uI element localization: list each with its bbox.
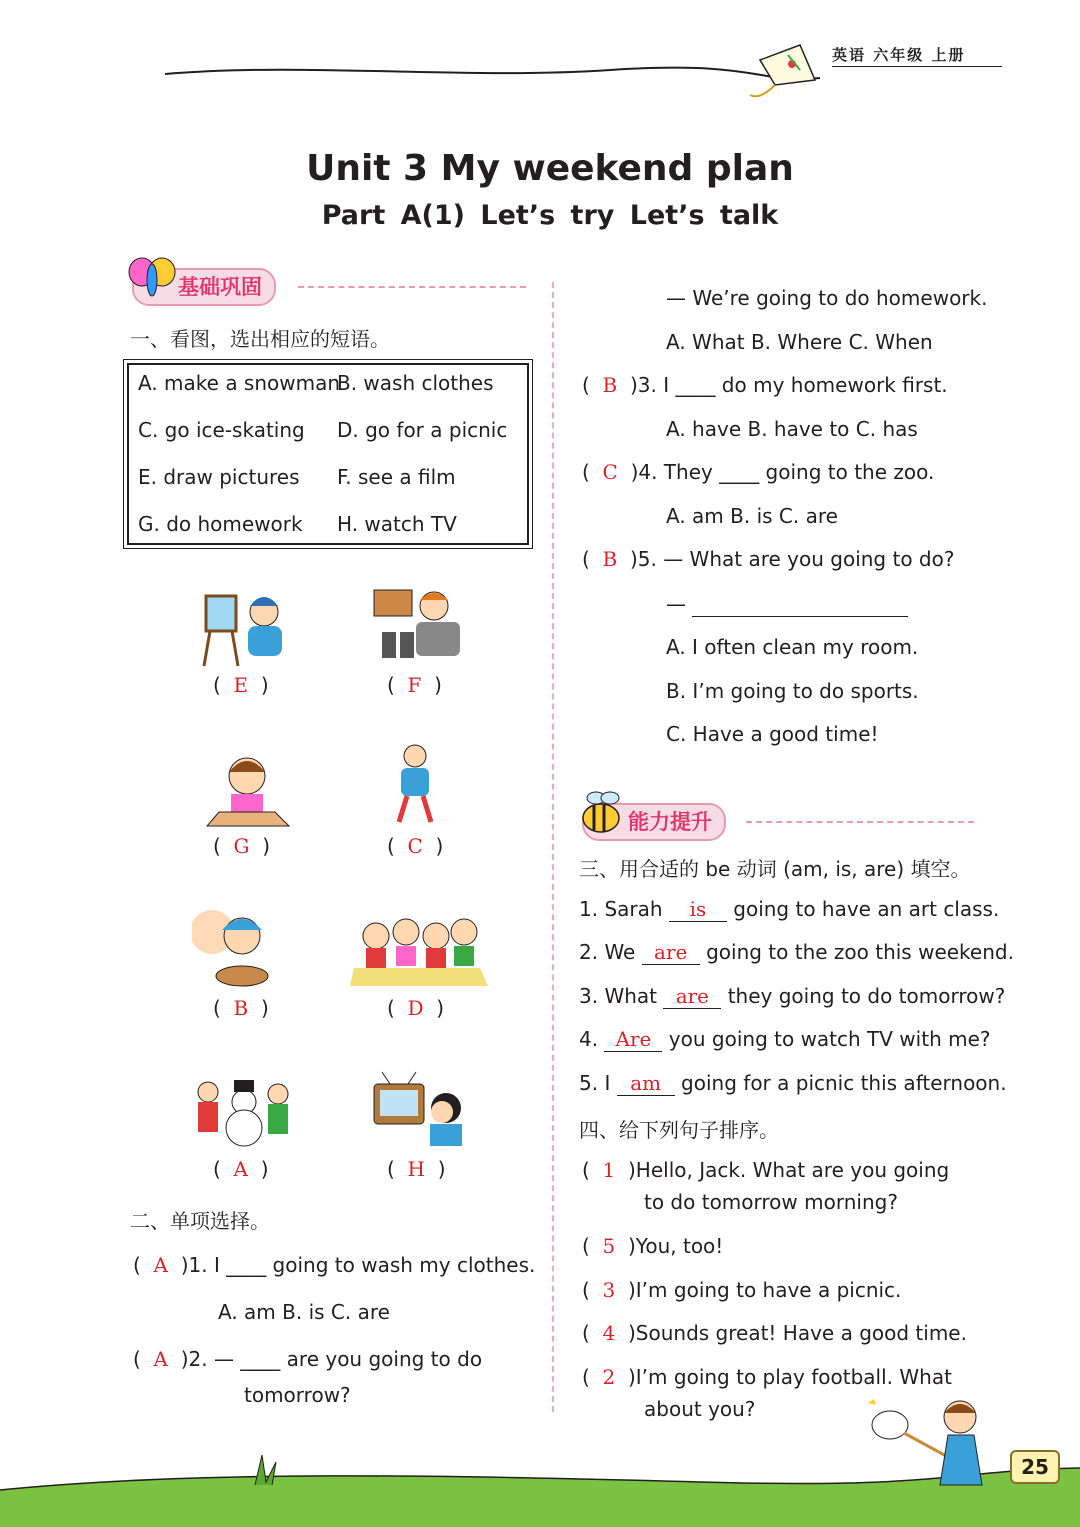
fill-pre: 3. What bbox=[579, 984, 664, 1008]
picnic-picture bbox=[350, 908, 490, 988]
mc-question-1: ( A )1. I ____ going to wash my clothes. bbox=[133, 1253, 536, 1277]
section-tag-ability-label: 能力提升 bbox=[628, 810, 712, 834]
part2-heading: 二、单项选择。 bbox=[130, 1209, 270, 1233]
fill-post: going to have an art class. bbox=[726, 897, 1000, 921]
mc-answer: C bbox=[602, 460, 618, 484]
section-tag-basic-label: 基础巩固 bbox=[178, 275, 262, 299]
phrase-option: F. see a film bbox=[337, 465, 456, 489]
mc-options: A. am B. is C. are bbox=[218, 1300, 390, 1324]
order-text: )Sounds great! Have a good time. bbox=[627, 1321, 967, 1345]
fill-item bbox=[579, 1071, 1007, 1096]
header-subject: 英语 六年级 上册 bbox=[832, 46, 966, 64]
order-item: ( 5 )You, too! bbox=[582, 1234, 724, 1258]
order-item: ( 4 )Sounds great! Have a good time. bbox=[582, 1321, 967, 1345]
mc-answer: B bbox=[602, 547, 618, 571]
header-rule bbox=[832, 66, 1002, 67]
picture-answer-paren: ( F ) bbox=[387, 673, 442, 697]
fill-answer: are bbox=[663, 984, 721, 1009]
page-subtitle: Part A(1) Let’s try Let’s talk bbox=[321, 200, 779, 231]
ice-skating-picture bbox=[385, 742, 445, 830]
picture-answer-paren: ( H ) bbox=[387, 1157, 446, 1181]
part4-heading: 四、给下列句子排序。 bbox=[579, 1118, 779, 1142]
mc-question-text: )2. — ____ are you going to do bbox=[180, 1347, 483, 1371]
mc-question-text-cont: tomorrow? bbox=[244, 1383, 351, 1407]
wash-clothes-picture bbox=[192, 902, 284, 990]
fill-item bbox=[579, 984, 1005, 1009]
fill-pre: 2. We bbox=[579, 940, 642, 964]
mc-question-text: )1. I ____ going to wash my clothes. bbox=[180, 1253, 536, 1277]
picture-answer-paren: ( B ) bbox=[213, 996, 269, 1020]
order-answer: 2 bbox=[602, 1365, 616, 1389]
picture-answer: B bbox=[233, 996, 249, 1020]
fill-answer: are bbox=[642, 940, 700, 965]
order-answer: 1 bbox=[602, 1158, 616, 1182]
order-text: )I’m going to have a picnic. bbox=[627, 1278, 902, 1302]
section-dash-ability bbox=[746, 821, 974, 823]
mc-options: A. have B. have to C. has bbox=[666, 417, 918, 441]
answer-blank bbox=[692, 592, 908, 617]
order-item: ( 2 )I’m going to play football. What bbox=[582, 1365, 952, 1389]
order-text: )Hello, Jack. What are you going bbox=[627, 1158, 950, 1182]
mc-dash: — bbox=[666, 592, 686, 616]
fill-pre: 5. I bbox=[579, 1071, 617, 1095]
kite-icon bbox=[750, 45, 815, 96]
mc-question-text: )4. They ____ going to the zoo. bbox=[630, 460, 935, 484]
picture-answer-paren: ( G ) bbox=[213, 834, 271, 858]
fill-post: going to the zoo this weekend. bbox=[699, 940, 1014, 964]
fill-item bbox=[579, 1027, 991, 1052]
picture-answer: C bbox=[407, 834, 423, 858]
part1-heading: 一、看图，选出相应的短语。 bbox=[130, 327, 390, 351]
phrase-option: A. make a snowman bbox=[138, 371, 341, 395]
fill-pre: 4. bbox=[579, 1027, 605, 1051]
mc-answer: A bbox=[153, 1253, 168, 1277]
picture-answer: H bbox=[407, 1157, 425, 1181]
order-answer: 4 bbox=[602, 1321, 616, 1345]
page-title: Unit 3 My weekend plan bbox=[306, 148, 794, 189]
mc-answer: B bbox=[602, 373, 618, 397]
fill-answer: Are bbox=[604, 1027, 662, 1052]
order-text: )You, too! bbox=[627, 1234, 724, 1258]
bee-icon bbox=[576, 788, 626, 840]
picture-answer-paren: ( A ) bbox=[213, 1157, 269, 1181]
picture-answer-paren: ( E ) bbox=[213, 673, 269, 697]
mc-question-text: )3. I ____ do my homework first. bbox=[629, 373, 948, 397]
fill-item bbox=[579, 897, 999, 922]
mc-options: A. What B. Where C. When bbox=[666, 330, 933, 354]
picture-answer: D bbox=[407, 996, 424, 1020]
picture-answer-paren: ( C ) bbox=[387, 834, 444, 858]
picture-answer: A bbox=[233, 1157, 248, 1181]
part3-heading: 三、用合适的 be 动词 (am, is, are) 填空。 bbox=[579, 857, 971, 881]
homework-picture bbox=[205, 750, 291, 830]
snowman-picture bbox=[192, 1068, 296, 1148]
mc-dash-line bbox=[666, 592, 908, 617]
order-answer: 3 bbox=[602, 1278, 616, 1302]
mc-option-b: B. I’m going to do sports. bbox=[666, 679, 919, 703]
fill-post: you going to watch TV with me? bbox=[662, 1027, 991, 1051]
fill-answer: is bbox=[669, 897, 727, 922]
mc-question-4: ( C )4. They ____ going to the zoo. bbox=[582, 460, 935, 484]
picture-answer: F bbox=[407, 673, 422, 697]
girl-with-net-icon bbox=[860, 1395, 1010, 1500]
fill-post: they going to do tomorrow? bbox=[721, 984, 1006, 1008]
mc-answer: A bbox=[153, 1347, 168, 1371]
mc-question-2: ( A )2. — ____ are you going to do bbox=[133, 1347, 483, 1371]
order-answer: 5 bbox=[602, 1234, 616, 1258]
phrase-option: H. watch TV bbox=[337, 512, 457, 536]
picture-answer-paren: ( D ) bbox=[387, 996, 445, 1020]
phrase-option: B. wash clothes bbox=[337, 371, 494, 395]
phrase-option: D. go for a picnic bbox=[337, 418, 508, 442]
fill-post: going for a picnic this afternoon. bbox=[674, 1071, 1007, 1095]
section-dash-basic bbox=[298, 286, 526, 288]
watch-tv-picture bbox=[370, 1070, 466, 1150]
mc-options: A. am B. is C. are bbox=[666, 504, 838, 528]
phrase-option: E. draw pictures bbox=[138, 465, 300, 489]
mc-option-c: C. Have a good time! bbox=[666, 722, 879, 746]
mc-option-a: A. I often clean my room. bbox=[666, 635, 919, 659]
order-text-cont: about you? bbox=[644, 1397, 756, 1421]
cinema-picture bbox=[372, 586, 468, 668]
drawing-picture bbox=[198, 588, 288, 668]
picture-answer: G bbox=[233, 834, 250, 858]
fill-item bbox=[579, 940, 1014, 965]
order-text-cont: to do tomorrow morning? bbox=[644, 1190, 898, 1214]
mc-question-3: ( B )3. I ____ do my homework first. bbox=[582, 373, 948, 397]
page-number: 25 bbox=[1010, 1450, 1060, 1484]
butterfly-icon bbox=[126, 250, 178, 306]
mc-reply: — We’re going to do homework. bbox=[666, 286, 988, 310]
picture-answer: E bbox=[233, 673, 249, 697]
order-text: )I’m going to play football. What bbox=[627, 1365, 952, 1389]
mc-question-text: )5. — What are you going to do? bbox=[629, 547, 955, 571]
fill-pre: 1. Sarah bbox=[579, 897, 669, 921]
column-divider bbox=[552, 282, 554, 1412]
phrase-option: C. go ice-skating bbox=[138, 418, 305, 442]
order-item: ( 1 )Hello, Jack. What are you going bbox=[582, 1158, 950, 1182]
fill-answer: am bbox=[617, 1071, 675, 1096]
mc-question-5: ( B )5. — What are you going to do? bbox=[582, 547, 955, 571]
order-item: ( 3 )I’m going to have a picnic. bbox=[582, 1278, 902, 1302]
header-decoration bbox=[160, 40, 840, 110]
phrase-option: G. do homework bbox=[138, 512, 303, 536]
